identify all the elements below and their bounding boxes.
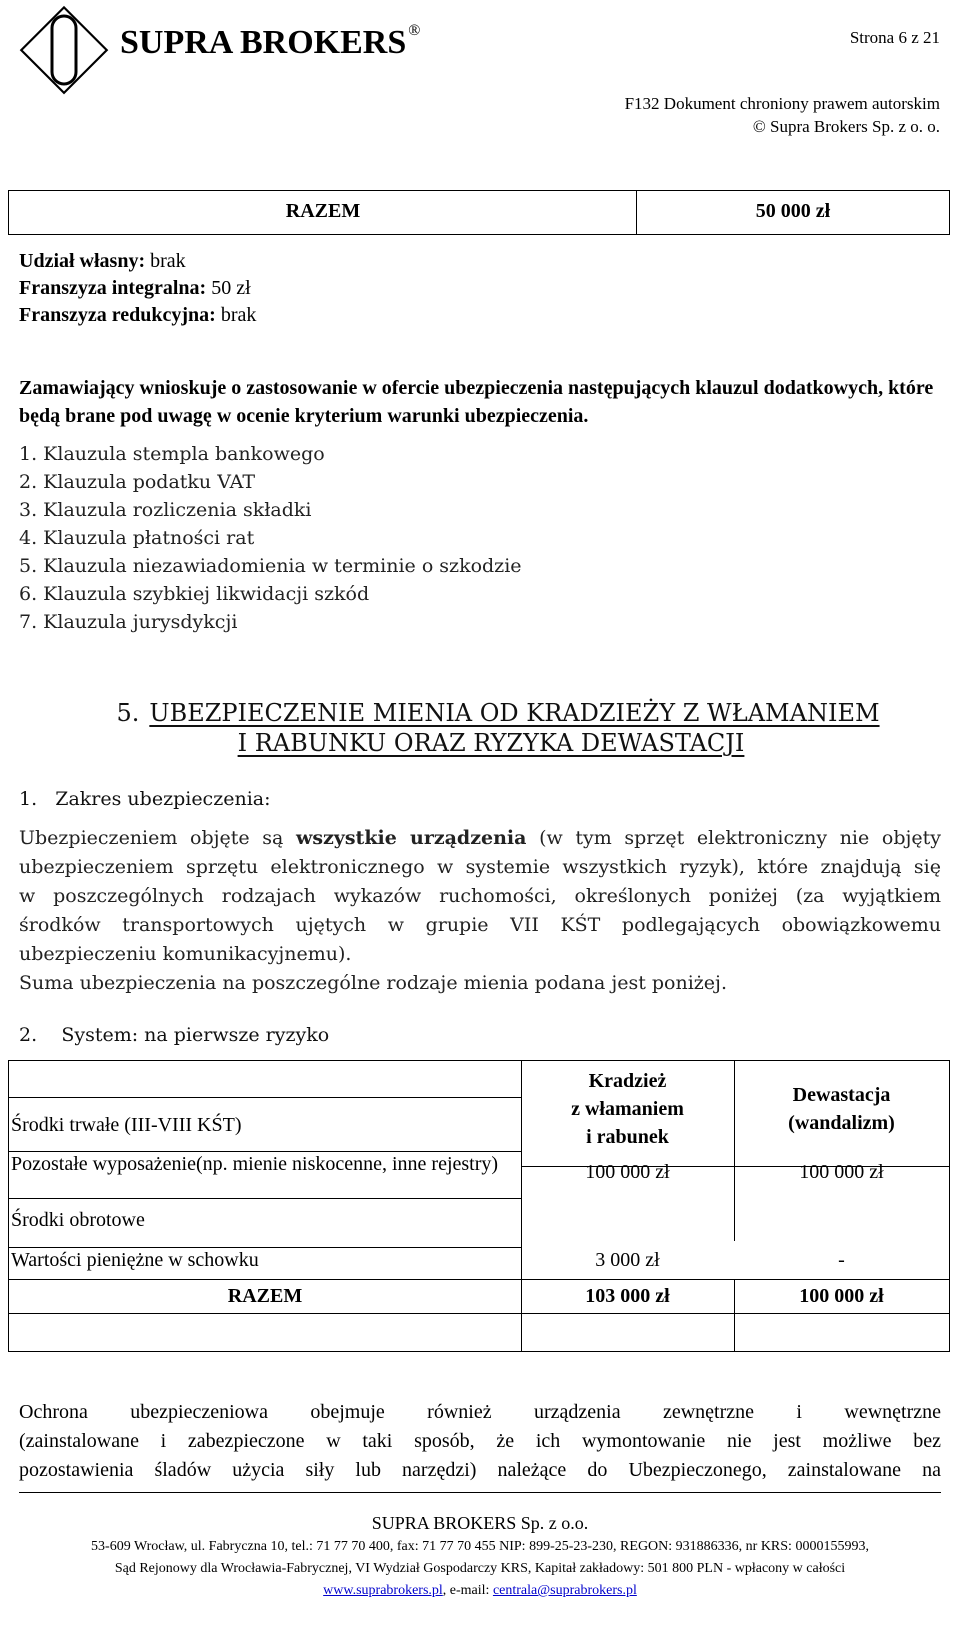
footer-address: 53-609 Wrocław, ul. Fabryczna 10, tel.: 71 77 70 400, fax: 71 77 70 455 NIP: 899-25-23-230, REGON: 931886336, nr KRS: 0000155993, [91, 1539, 869, 1554]
header-vandalism: Dewastacja (wandalizm) [788, 1084, 895, 1134]
list-item: 5. Klauzula niezawiadomienia w terminie o szkodzie [19, 555, 522, 577]
website-link[interactable]: www.suprabrokers.pl [323, 1583, 443, 1598]
list-item: 7. Klauzula jurysdykcji [19, 611, 238, 633]
scope-line-3: w poszczególnych rodzajach wykazów ruchomości, określonych poniżej (za wyjątkiem [19, 885, 941, 907]
clause-lead-paragraph: Zamawiający wnioskuje o zastosowanie w ofercie ubezpieczenia następujących klauzul dodatkowych, które będą brane pod uwagę w ocenie kryterium warunki ubezpieczenia. [19, 377, 934, 427]
coverage-paragraph [19, 1398, 941, 1485]
doc-ref-line-2: © Supra Brokers Sp. z o. o. [752, 117, 940, 136]
list-item: 2. Klauzula podatku VAT [19, 471, 255, 493]
deductible-reductive: Franszyza redukcyjna: brak [19, 304, 257, 326]
section-title-line-1: UBEZPIECZENIE MIENIA OD KRADZIEŻY Z WŁAMANIEM [149, 699, 880, 727]
merged-vandalism-value: 100 000 zł [799, 1161, 884, 1183]
email-link[interactable]: centrala@suprabrokers.pl [492, 1583, 637, 1598]
subsection-2-heading: 2. System: na pierwsze ryzyko [19, 1024, 330, 1046]
deductible-integral: Franszyza integralna: 50 zł [19, 277, 251, 299]
razem-value: 50 000 zł [755, 200, 831, 222]
list-item: 1. Klauzula stempla bankowego [19, 443, 325, 465]
clause-list [19, 440, 522, 636]
list-item: 4. Klauzula płatności rat [19, 527, 255, 549]
section-5-heading [0, 698, 960, 758]
sum-insured-table [8, 1060, 950, 1352]
supra-brokers-logo [18, 4, 110, 96]
list-item: 6. Klauzula szybkiej likwidacji szkód [19, 583, 370, 605]
footer [0, 1510, 960, 1602]
total-theft: 103 000 zł [585, 1285, 670, 1307]
page-number: Strona 6 z 21 [849, 28, 940, 47]
scope-line-4: środków transportowych ujętych w grupie VII KŚT podlegających obowiązkowemu [19, 914, 941, 936]
row-other-equipment: Pozostałe wyposażenie(np. mienie niskocenne, inne rejestry) [11, 1153, 499, 1175]
razem-label: RAZEM [285, 200, 361, 222]
coverage-line-2: (zainstalowane i zabezpieczone w taki sposób, że ich wymontowanie nie jest możliwe bez [19, 1430, 941, 1452]
coverage-line-1: Ochrona ubezpieczeniowa obejmuje również urządzenia zewnętrzne i wewnętrzne [19, 1401, 941, 1423]
deductible-own-share: Udział własny: brak [19, 250, 186, 272]
section-number: 5. [116, 699, 140, 727]
list-item: 3. Klauzula rozliczenia składki [19, 499, 312, 521]
doc-ref-line-1: F132 Dokument chroniony prawem autorskim [624, 94, 940, 113]
row-current-assets: Środki obrotowe [11, 1209, 145, 1231]
subsection-1-heading: 1. Zakres ubezpieczenia: [19, 788, 271, 810]
cash-theft-value: 3 000 zł [595, 1249, 660, 1271]
cash-vandalism-value: - [838, 1249, 845, 1271]
merged-theft-value: 100 000 zł [585, 1161, 670, 1183]
brand-name: SUPRA BROKERS ® [120, 22, 421, 61]
row-fixed-assets: Środki trwałe (III-VIII KŚT) [11, 1114, 242, 1136]
registered-mark: ® [408, 22, 421, 39]
scope-paragraph [19, 824, 941, 998]
scope-line-5: ubezpieczeniu komunikacyjnemu). [19, 943, 352, 965]
document-reference [625, 92, 940, 138]
footer-court: Sąd Rejonowy dla Wrocławia-Fabrycznej, VI Wydział Gospodarczy KRS, Kapitał zakładowy: 501 800 PLN - wpłacony w całości [114, 1561, 846, 1576]
footer-divider [19, 1492, 941, 1493]
total-label: RAZEM [227, 1285, 303, 1307]
scope-line-2: ubezpieczeniem sprzętu elektronicznego w systemie wszystkich ryzyk), które znajdują się [19, 856, 941, 878]
row-cash: Wartości pieniężne w schowku [11, 1249, 259, 1271]
coverage-line-3: pozostawienia śladów użycia siły lub narzędzi) należące do Ubezpieczonego, zainstalowane na [19, 1459, 941, 1481]
scope-line-1: Ubezpieczeniem objęte są wszystkie urządzenia (w tym sprzęt elektroniczny nie objęty [19, 827, 941, 849]
footer-contact: www.suprabrokers.pl, e-mail: centrala@suprabrokers.pl [323, 1583, 637, 1598]
footer-company: SUPRA BROKERS Sp. z o.o. [371, 1513, 589, 1533]
razem-summary-table [8, 190, 950, 235]
scope-line-6: Suma ubezpieczenia na poszczególne rodzaje mienia podana jest poniżej. [19, 972, 727, 994]
header-theft: Kradzież z włamaniem i rabunek [571, 1070, 684, 1148]
section-title-line-2: I RABUNKU ORAZ RYZYKA DEWASTACJI [237, 729, 745, 757]
total-vandalism: 100 000 zł [799, 1285, 884, 1307]
